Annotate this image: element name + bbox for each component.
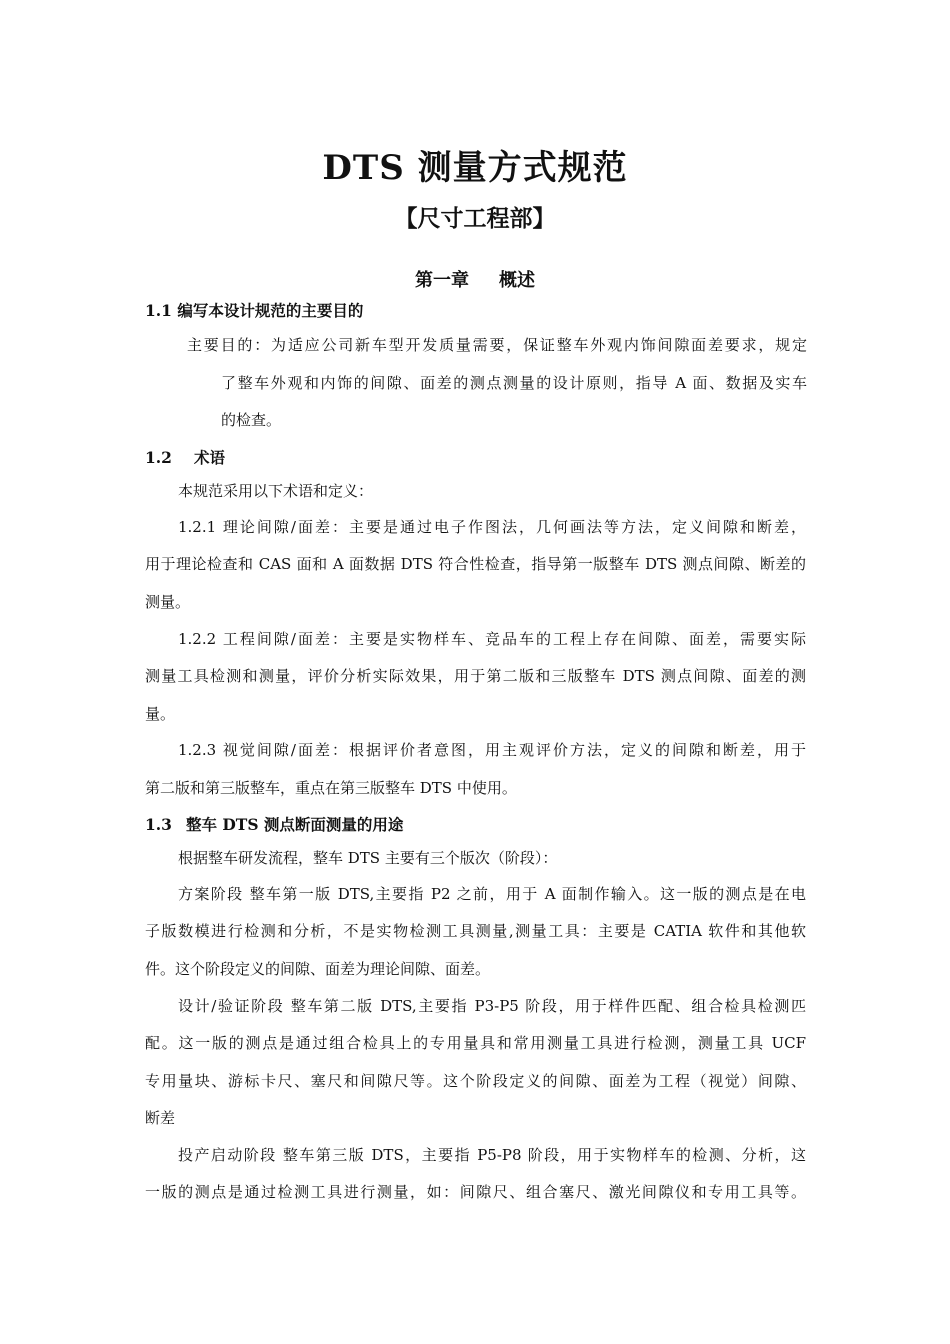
section-heading-1-3	[145, 813, 403, 835]
section-heading-1-1: 1.1 编写本设计规范的主要目的	[145, 301, 364, 320]
paragraph-line: 子版数模进行检测和分析，不是实物检测工具测量,测量工具：主要是 CATIA 软件和其他软	[145, 922, 806, 940]
section-name: 整车 DTS 测点断面测量的用途	[185, 815, 404, 834]
paragraph-line: 第二版和第三版整车，重点在第三版整车 DTS 中使用。	[145, 779, 517, 797]
paragraph-line: 用于理论检查和 CAS 面和 A 面数据 DTS 符合性检查，指导第一版整车 DTS 测点间隙、断差的	[145, 555, 806, 573]
paragraph-line: 1.2.3 视觉间隙/面差：根据评价者意图，用主观评价方法，定义的间隙和断差，用于	[178, 741, 806, 759]
paragraph-line: 一版的测点是通过检测工具进行测量，如：间隙尺、组合塞尺、激光间隙仪和专用工具等。	[145, 1183, 806, 1201]
paragraph-line: 设计/验证阶段 整车第二版 DTS,主要指 P3-P5 阶段，用于样件匹配、组合检具检测匹	[178, 997, 806, 1015]
section-heading-1-2	[145, 446, 225, 468]
chapter-heading	[0, 266, 950, 292]
paragraph-line: 件。这个阶段定义的间隙、面差为理论间隙、面差。	[145, 960, 491, 978]
paragraph-line: 主要目的：为适应公司新车型开发质量需要，保证整车外观内饰间隙面差要求，规定	[187, 336, 807, 354]
department-subtitle: 【尺寸工程部】	[394, 205, 556, 232]
chapter-name: 概述	[499, 270, 535, 291]
paragraph-line: 投产启动阶段 整车第三版 DTS，主要指 P5-P8 阶段，用于实物样车的检测、分析，这	[178, 1146, 806, 1164]
paragraph-line: 断差	[145, 1109, 176, 1127]
section-name: 术语	[193, 448, 225, 467]
paragraph-line: 本规范采用以下术语和定义：	[178, 482, 374, 500]
paragraph-line: 专用量块、游标卡尺、塞尺和间隙尺等。这个阶段定义的间隙、面差为工程（视觉）间隙、	[145, 1072, 806, 1090]
section-number: 1.3	[145, 815, 172, 834]
paragraph-line: 1.2.2 工程间隙/面差：主要是实物样车、竞品车的工程上存在间隙、面差，需要实际	[178, 630, 806, 648]
document-title: DTS 测量方式规范	[322, 148, 628, 188]
paragraph-line: 测量。	[145, 593, 191, 611]
paragraph-line: 根据整车研发流程，整车 DTS 主要有三个版次（阶段）：	[178, 849, 558, 867]
section-number: 1.2	[145, 448, 172, 467]
paragraph-line: 测量工具检测和测量，评价分析实际效果，用于第二版和三版整车 DTS 测点间隙、面差的测	[145, 667, 806, 685]
paragraph-line: 量。	[145, 705, 176, 723]
paragraph-line: 的检查。	[221, 411, 282, 429]
chapter-number: 第一章	[415, 270, 469, 291]
paragraph-line: 方案阶段 整车第一版 DTS,主要指 P2 之前，用于 A 面制作输入。这一版的测点是在电	[178, 885, 806, 903]
paragraph-line: 配。这一版的测点是通过组合检具上的专用量具和常用测量工具进行检测，测量工具 UCF	[145, 1034, 806, 1052]
paragraph-line: 了整车外观和内饰的间隙、面差的测点测量的设计原则，指导 A 面、数据及实车	[221, 374, 807, 392]
paragraph-line: 1.2.1 理论间隙/面差：主要是通过电子作图法，几何画法等方法，定义间隙和断差，	[178, 518, 806, 536]
